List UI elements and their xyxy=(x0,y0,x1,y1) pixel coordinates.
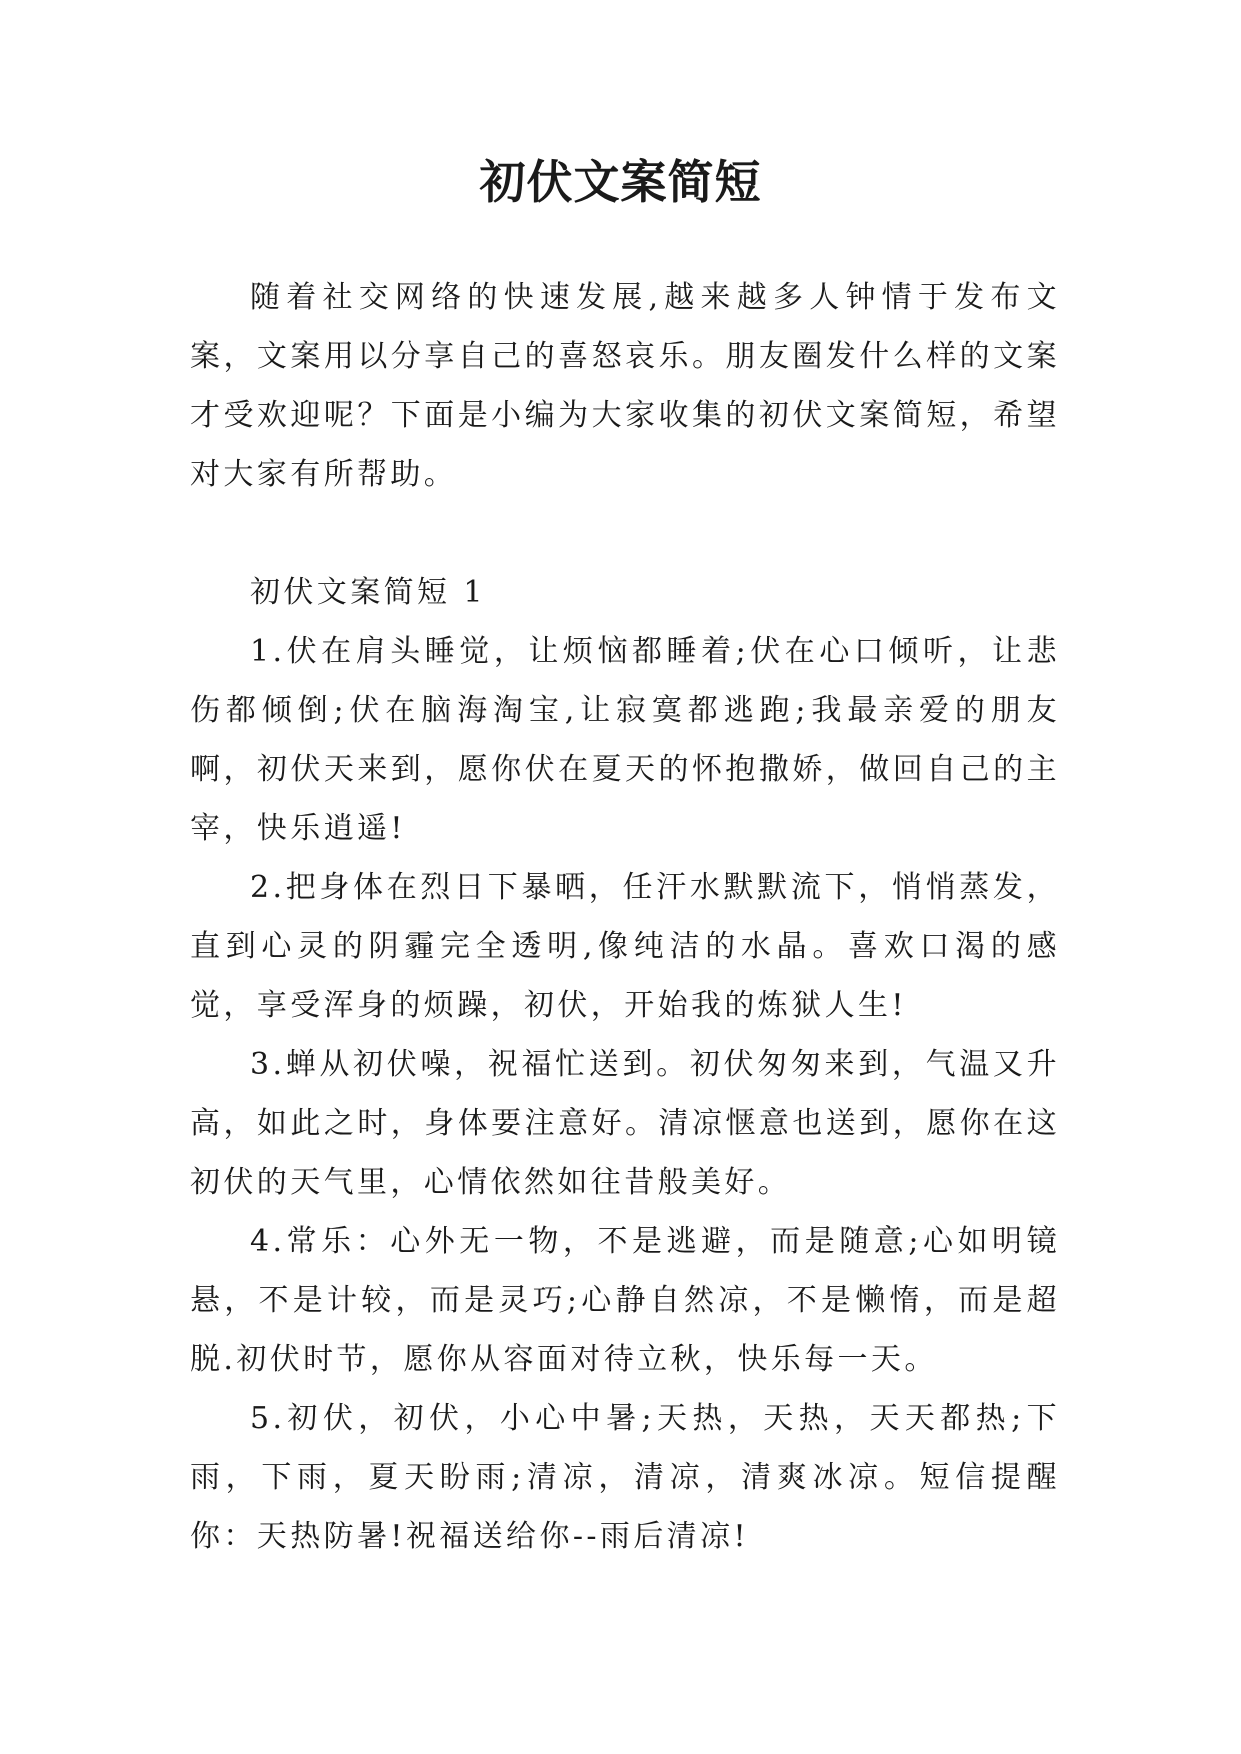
document-title: 初伏文案简短 xyxy=(479,155,762,209)
list-item: 1.伏在肩头睡觉，让烦恼都睡着;伏在心口倾听，让悲伤都倾倒;伏在脑海淘宝,让寂寞都逃跑;我最亲爱的朋友啊，初伏天来到，愿你伏在夏天的怀抱撒娇，做回自己的主宰，快乐逍遥! xyxy=(190,634,1060,846)
document-body xyxy=(190,268,1060,1566)
list-item: 3.蝉从初伏噪，祝福忙送到。初伏匆匆来到，气温又升高，如此之时，身体要注意好。清凉惬意也送到，愿你在这初伏的天气里，心情依然如往昔般美好。 xyxy=(190,1047,1060,1200)
list-item: 4.常乐：心外无一物，不是逃避，而是随意;心如明镜悬，不是计较，而是灵巧;心静自然凉，不是懒惰，而是超脱.初伏时节，愿你从容面对待立秋，快乐每一天。 xyxy=(190,1224,1060,1377)
intro-paragraph: 随着社交网络的快速发展,越来越多人钟情于发布文案，文案用以分享自己的喜怒哀乐。朋友圈发什么样的文案才受欢迎呢？下面是小编为大家收集的初伏文案简短，希望对大家有所帮助。 xyxy=(190,280,1060,492)
section-heading: 初伏文案简短 1 xyxy=(250,575,486,610)
list-item: 5.初伏，初伏，小心中暑;天热，天热，天天都热;下雨，下雨，夏天盼雨;清凉，清凉，清爽冰凉。短信提醒你：天热防暑!祝福送给你--雨后清凉! xyxy=(190,1401,1060,1554)
list-item: 2.把身体在烈日下暴晒，任汗水默默流下，悄悄蒸发，直到心灵的阴霾完全透明,像纯洁的水晶。喜欢口渴的感觉，享受浑身的烦躁，初伏，开始我的炼狱人生! xyxy=(190,870,1060,1023)
